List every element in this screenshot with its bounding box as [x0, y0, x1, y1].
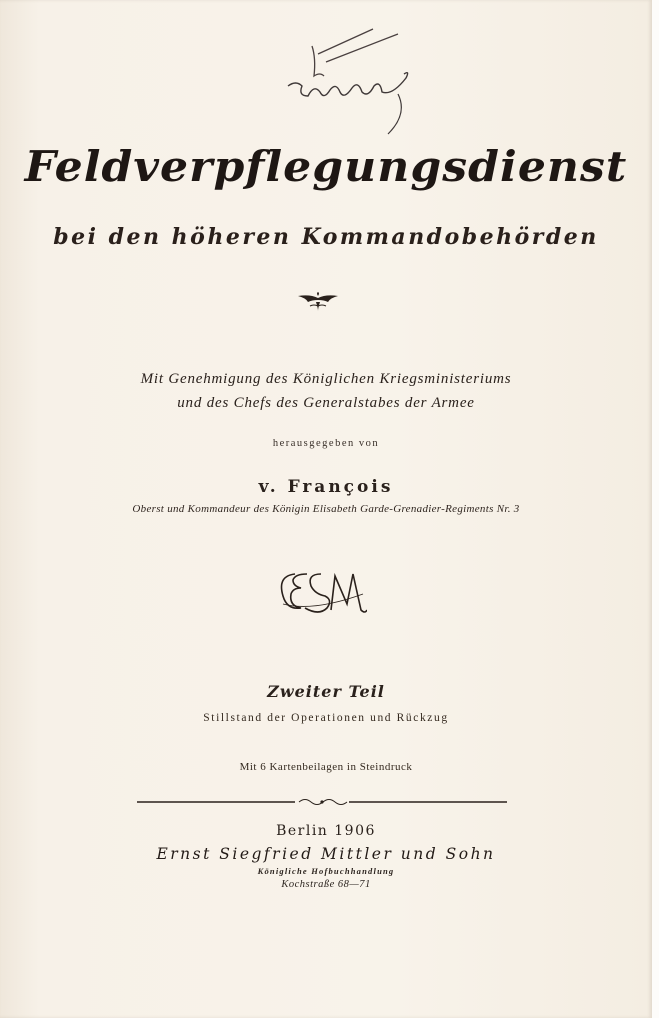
- book-subtitle: bei den höheren Kommandobehörden: [53, 224, 599, 250]
- publication-place-year: Berlin 1906: [276, 823, 376, 839]
- book-title: Feldverpflegungsdienst: [24, 142, 628, 191]
- part-subtitle: Stillstand der Operationen und Rückzug: [203, 712, 449, 724]
- page-edge: [652, 0, 659, 1018]
- edited-by-label: herausgegeben von: [272, 438, 380, 449]
- decorative-rule: [137, 797, 507, 807]
- publisher-monogram: [275, 566, 367, 618]
- publisher-title: Königliche Hofbuchhandlung: [257, 866, 395, 876]
- approval-line-1: Mit Genehmigung des Königlichen Kriegsministeriums: [140, 371, 512, 387]
- author-rank: Oberst und Kommandeur des Königin Elisabeth Garde-Grenadier-Regiments Nr. 3: [132, 503, 520, 515]
- publisher-address: Kochstraße 68—71: [281, 879, 371, 890]
- author-name: v. François: [258, 477, 394, 497]
- publisher-name: Ernst Siegfried Mittler und Sohn: [156, 845, 496, 863]
- eagle-ornament-icon: [296, 292, 340, 312]
- approval-line-2: und des Chefs des Generalstabes der Armee: [177, 395, 475, 411]
- map-supplement-note: Mit 6 Kartenbeilagen in Steindruck: [239, 761, 413, 773]
- handwritten-signature: [278, 24, 453, 159]
- part-title: Zweiter Teil: [267, 682, 385, 701]
